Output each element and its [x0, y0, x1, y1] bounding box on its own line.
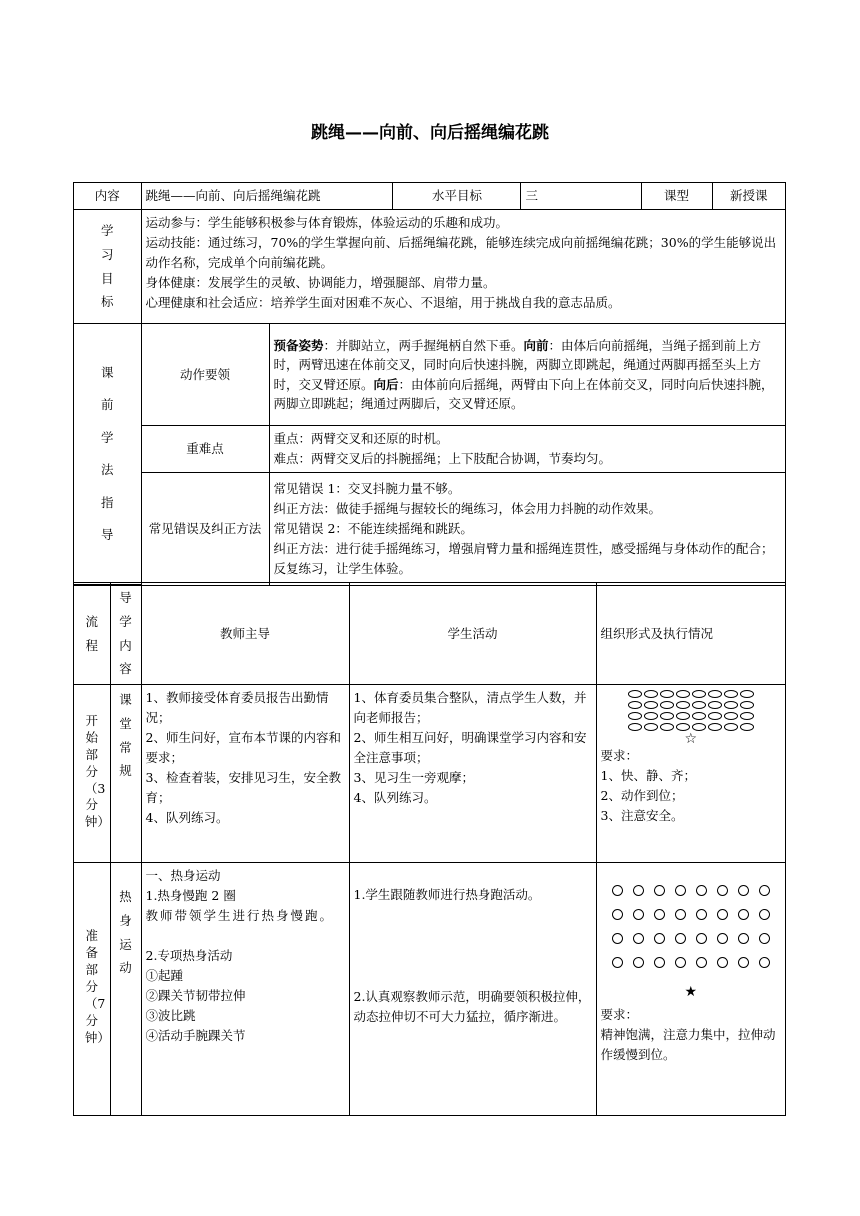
objective-line: 心理健康和社会适应：培养学生面对困难不灰心、不退缩，用于挑战自我的意志品质。 — [145, 295, 621, 310]
process-block — [73, 582, 786, 1116]
prep-student: 1.学生跟随教师进行热身跑活动。 2.认真观察教师示范，明确要领积极拉伸，动态拉伸切不可大力猛拉，循序渐进。 — [349, 863, 596, 1115]
level-value: 三 — [521, 183, 641, 210]
page-title: 跳绳——向前、向后摇绳编花跳 — [311, 123, 549, 143]
flow-header: 流程 — [74, 583, 110, 685]
teacher-star-icon: ★ — [684, 984, 698, 1000]
key-label: 重难点 — [141, 426, 269, 473]
start-stage: 开始部分（3分钟） — [74, 685, 110, 863]
action-label: 动作要领 — [141, 324, 269, 426]
action-text: 预备姿势：并脚站立，两手握绳柄自然下垂。向前：由体后向前摇绳，当绳子摇到前上方时，两臂迅速在体前交叉，同时向后快速抖腕，两脚立即跳起，绳通过两脚再摇至头上方时，交叉臂还原。向后：由体前向后摇绳，两臂由下向上在体前交叉，同时向后快速抖腕，两脚立即跳起；绳通过两脚后，交叉臂还原。 — [269, 324, 785, 426]
objectives-text — [141, 210, 785, 324]
guide-header: 导学内容 — [110, 583, 141, 685]
level-label: 水平目标 — [393, 183, 521, 210]
key-text: 重点：两臂交叉和还原的时机。 难点：两臂交叉后的抖腕摇绳；上下肢配合协调，节奏均匀。 — [269, 426, 785, 473]
org-header: 组织形式及执行情况 — [596, 583, 785, 685]
objective-line: 运动技能：通过练习，70%的学生掌握向前、后摇绳编花跳，能够连续完成向前摇绳编花跳；30%的学生能够说出动作名称，完成单个向前编花跳。 — [145, 235, 777, 270]
warmup-formation-diagram — [601, 885, 782, 999]
objectives-label: 学习目标 — [74, 210, 141, 324]
objective-line: 运动参与：学生能够积极参与体育锻炼，体验运动的乐趣和成功。 — [145, 215, 509, 230]
prep-guide: 热身运动 — [110, 863, 141, 1115]
prep-teacher: 一、热身运动 1.热身慢跑 2 圈 教师带领学生进行热身慢跑。 2.专项热身活动 ①起踵 ②踝关节韧带拉伸 ③波比跳 ④活动手腕踝关节 — [141, 863, 349, 1115]
lesson-info-block — [73, 182, 786, 586]
error-text: 常见错误 1：交叉抖腕力量不够。 纠正方法：做徒手摇绳与握较长的绳练习，体会用力抖腕的动作效果。 常见错误 2：不能连续摇绳和跳跃。 纠正方法：进行徒手摇绳练习，增强肩臂力量和摇绳连贯性，感受摇绳与身体动作的配合；反复练习，让学生体验。 — [269, 473, 785, 585]
objective-line: 身体健康：发展学生的灵敏、协调能力，增强腿部、肩带力量。 — [145, 275, 496, 290]
prep-org: ★ 要求： 精神饱满，注意力集中，拉伸动作缓慢到位。 — [596, 863, 785, 1115]
content-label: 内容 — [74, 183, 141, 210]
error-label: 常见错误及纠正方法 — [141, 473, 269, 585]
start-org: ☆ 要求： 1、快、静、齐； 2、动作到位； 3、注意安全。 — [596, 685, 785, 863]
type-label: 课型 — [641, 183, 712, 210]
start-student: 1、体育委员集合整队，清点学生人数，并向老师报告； 2、师生相互问好，明确课堂学习内容和安全注意事项； 3、见习生一旁观摩； 4、队列练习。 — [349, 685, 596, 863]
teacher-header: 教师主导 — [141, 583, 349, 685]
guidance-label: 课前学法指导 — [74, 324, 141, 585]
teacher-star-icon: ☆ — [684, 731, 698, 747]
content-value: 跳绳——向前、向后摇绳编花跳 — [141, 183, 393, 210]
student-header: 学生活动 — [349, 583, 596, 685]
type-value: 新授课 — [712, 183, 785, 210]
start-guide: 课堂常规 — [110, 685, 141, 863]
formation-diagram — [601, 688, 782, 746]
prep-stage: 准备部分（7分钟） — [74, 863, 110, 1115]
start-teacher: 1、教师接受体育委员报告出勤情况； 2、师生问好，宣布本节课的内容和要求； 3、检查着装，安排见习生，安全教育； 4、队列练习。 — [141, 685, 349, 863]
